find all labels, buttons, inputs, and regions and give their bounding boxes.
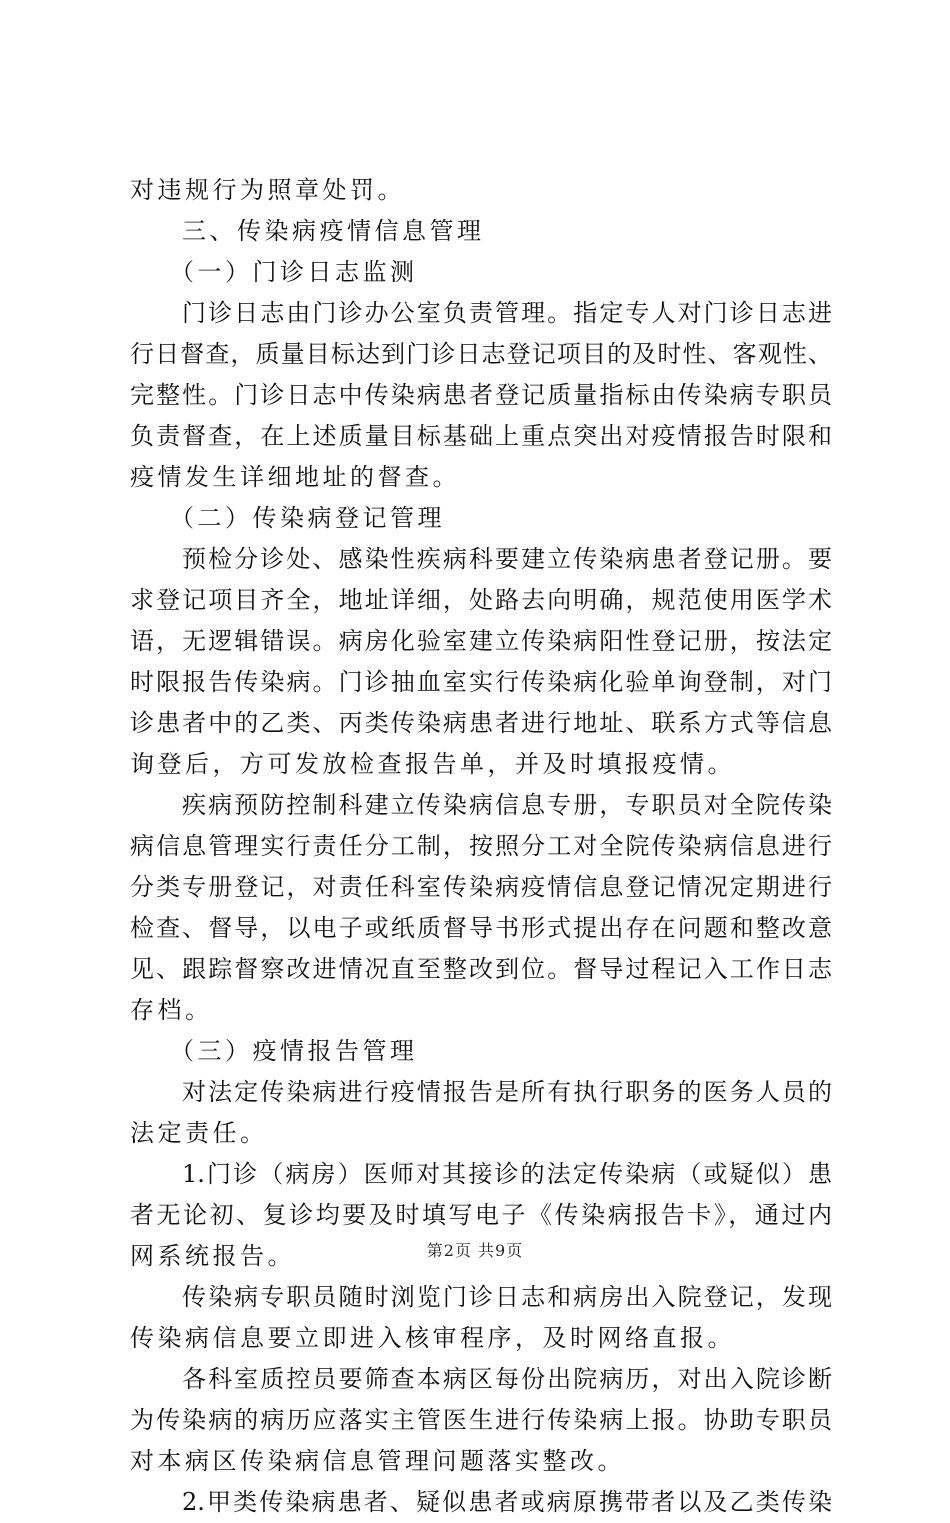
text-line: 对本病区传染病信息管理问题落实整改。 xyxy=(130,1447,625,1475)
text-line: 者无论初、复诊均要及时填写电子《传染病报告卡》，通过内 xyxy=(130,1201,832,1229)
text-line: 分类专册登记，对责任科室传染病疫情信息登记情况定期进行 xyxy=(130,873,832,901)
text-line: 对违规行为照章处罚。 xyxy=(130,176,405,204)
text-line: 传染病专职员随时浏览门诊日志和病房出入院登记，发现 xyxy=(182,1283,832,1311)
text-line: 完整性。门诊日志中传染病患者登记质量指标由传染病专职员 xyxy=(130,381,832,409)
text-line: 存档。 xyxy=(130,996,213,1024)
text-line: 1.门诊（病房）医师对其接诊的法定传染病（或疑似）患 xyxy=(182,1160,832,1188)
text-line: 预检分诊处、感染性疾病科要建立传染病患者登记册。要 xyxy=(182,545,832,573)
text-line: 法定责任。 xyxy=(130,1119,268,1147)
text-line: 三、传染病疫情信息管理 xyxy=(182,217,485,245)
text-line: 门诊日志由门诊办公室负责管理。指定专人对门诊日志进 xyxy=(182,299,832,327)
text-line: 2.甲类传染病患者、疑似患者或病原携带者以及乙类传染 xyxy=(182,1488,832,1516)
text-line: 疫情发生详细地址的督查。 xyxy=(130,463,460,491)
text-line: 疾病预防控制科建立传染病信息专册，专职员对全院传染 xyxy=(182,791,832,819)
document-body xyxy=(130,170,832,1523)
text-line: 为传染病的病历应落实主管医生进行传染病上报。协助专职员 xyxy=(130,1406,832,1434)
text-line: 询登后，方可发放检查报告单，并及时填报疫情。 xyxy=(130,750,735,778)
text-line: 行日督查，质量目标达到门诊日志登记项目的及时性、客观性、 xyxy=(130,340,832,368)
text-line: 语，无逻辑错误。病房化验室建立传染病阳性登记册，按法定 xyxy=(130,627,832,655)
text-line: 对法定传染病进行疫情报告是所有执行职务的医务人员的 xyxy=(182,1078,832,1106)
text-line: 负责督查，在上述质量目标基础上重点突出对疫情报告时限和 xyxy=(130,422,832,450)
text-line: （三）疫情报告管理 xyxy=(170,1037,418,1065)
text-line: 网系统报告。 xyxy=(130,1242,295,1270)
text-line: 检查、督导，以电子或纸质督导书形式提出存在问题和整改意 xyxy=(130,914,832,942)
text-line: （二）传染病登记管理 xyxy=(170,504,445,532)
text-line: 各科室质控员要筛查本病区每份出院病历，对出入院诊断 xyxy=(182,1365,832,1393)
text-line: 传染病信息要立即进入核审程序，及时网络直报。 xyxy=(130,1324,735,1352)
page-footer: 第2页 共9页 xyxy=(426,1241,524,1260)
text-line: 病信息管理实行责任分工制，按照分工对全院传染病信息进行 xyxy=(130,832,832,860)
text-line: 诊患者中的乙类、丙类传染病患者进行地址、联系方式等信息 xyxy=(130,709,832,737)
text-line: 见、跟踪督察改进情况直至整改到位。督导过程记入工作日志 xyxy=(130,955,832,983)
text-line: 求登记项目齐全，地址详细，处路去向明确，规范使用医学术 xyxy=(130,586,832,614)
text-line: （一）门诊日志监测 xyxy=(170,258,418,286)
text-line: 时限报告传染病。门诊抽血室实行传染病化验单询登制，对门 xyxy=(130,668,832,696)
